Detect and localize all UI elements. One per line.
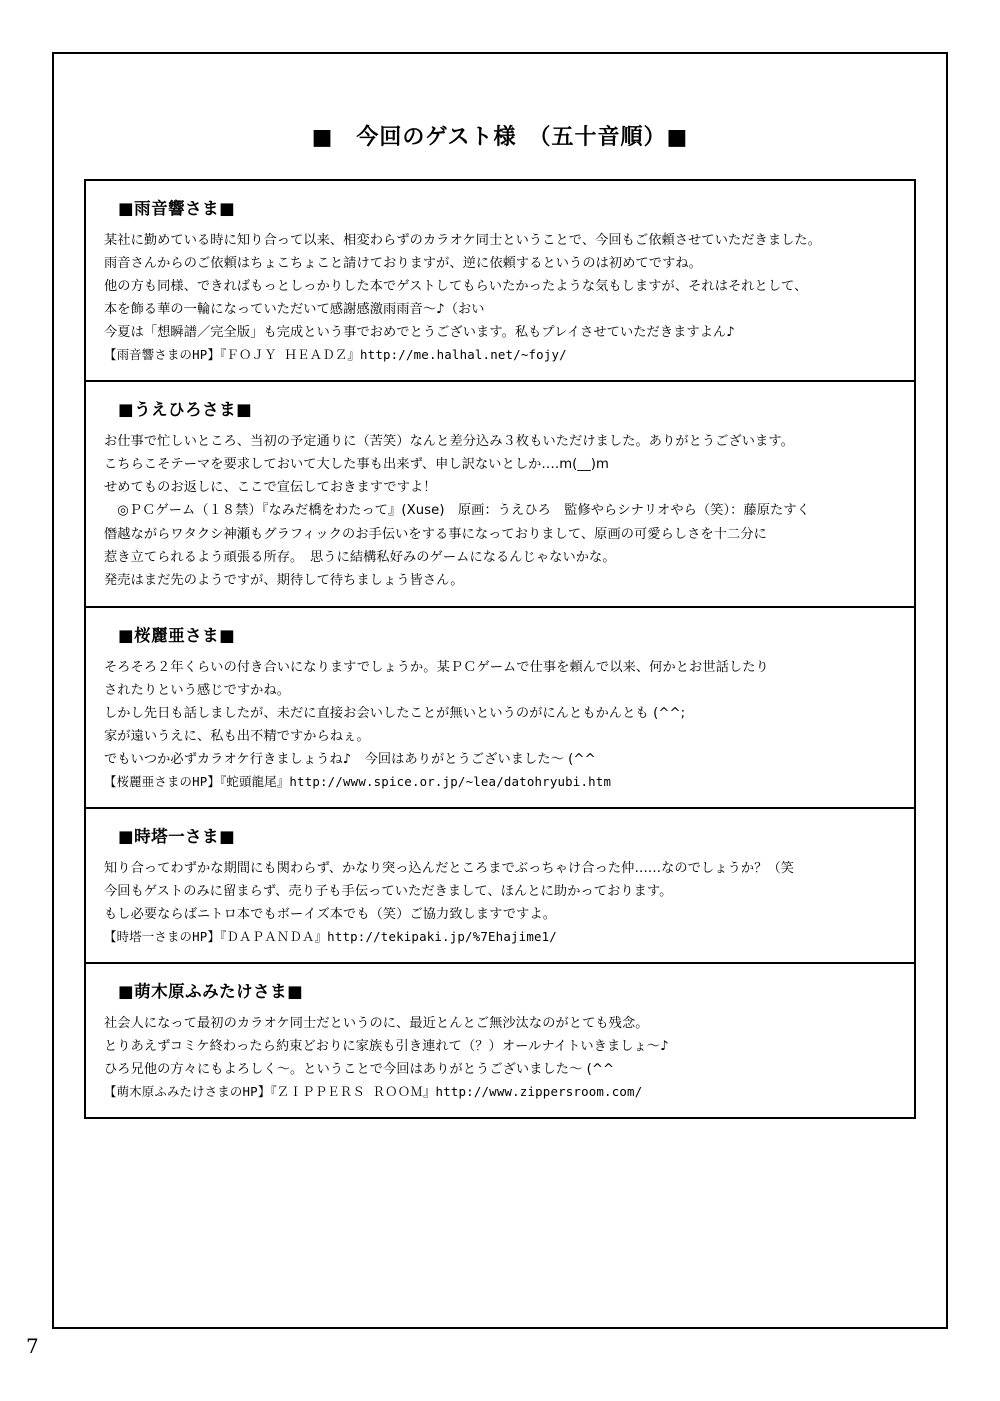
message-line: とりあえずコミケ終わったら約束どおりに家族も引き連れて（？）オールナイトいきましょ〜♪	[104, 1039, 669, 1055]
homepage-line: 【時塔一さまのHP】『ＤＡＰＡＮＤＡ』http://tekipaki.jp/%7Ehajime1/	[104, 929, 557, 945]
guest-entry	[86, 181, 914, 382]
message-line: こちらこそテーマを要求しておいて大した事も出来ず、申し訳ないとしか‥‥m(__)m	[104, 457, 610, 473]
guest-entry	[86, 608, 914, 809]
page-title: ■ 今回のゲスト様 （五十音順）■	[311, 125, 689, 150]
guest-name: ■うえひろさま■	[118, 400, 253, 420]
guest-message	[104, 656, 896, 793]
message-line: せめてものお返しに、ここで宣伝しておきますですよ！	[104, 480, 437, 496]
guest-list-table	[84, 179, 916, 1119]
message-line: 他の方も同様、できればもっとしっかりした本でゲストしてもらいたかったような気もしますが、それはそれとして、	[104, 279, 808, 295]
homepage-line: 【桜麗亜さまのHP】『蛇頭龍尾』http://www.spice.or.jp/~lea/datohryubi.htm	[104, 774, 612, 790]
message-line: 社会人になって最初のカラオケ同士だというのに、最近とんとご無沙汰なのがとても残念。	[104, 1015, 649, 1031]
message-line: 発売はまだ先のようですが、期待して待ちましょう皆さん。	[104, 572, 464, 588]
page-number: 7	[26, 1334, 39, 1358]
homepage-line: 【雨音響さまのHP】『ＦＯＪＹ ＨＥＡＤＺ』http://me.halhal.net/~fojy/	[104, 347, 567, 363]
guest-entry	[86, 382, 914, 608]
message-line: しかし先日も話しましたが、未だに直接お会いしたことが無いというのがにんともかんとも (^^;	[104, 706, 686, 722]
message-line: もし必要ならばニトロ本でもボーイズ本でも（笑）ご協力致しますですよ。	[104, 907, 557, 923]
guest-name: ■雨音響さま■	[118, 199, 236, 218]
guest-entry	[86, 964, 914, 1119]
guest-message	[104, 857, 896, 948]
message-line: されたりという感じですかね。	[104, 682, 291, 698]
message-line: お仕事で忙しいところ、当初の予定通りに（苦笑）なんと差分込み３枚もいただけました。ありがとうございます。	[104, 434, 794, 450]
message-line: ◎ＰＣゲーム（１８禁）『なみだ橋をわたって』(Xuse) 原画：うえひろ 監修やらシナリオやら（笑）：藤原たすく	[104, 503, 810, 519]
homepage-line: 【萌木原ふみたけさまのHP】『ＺＩＰＰＥＲＳ ＲＯＯＭ』http://www.zippersroom.com/	[104, 1084, 643, 1100]
guest-message	[104, 430, 896, 592]
message-line: 僭越ながらワタクシ神瀬もグラフィックのお手伝いをする事になっておりまして、原画の可愛らしさを十二分に	[104, 526, 767, 542]
message-line: 家が遠いうえに、私も出不精ですからねぇ。	[104, 729, 370, 745]
guest-name: ■萌木原ふみたけさま■	[118, 981, 304, 1001]
message-line: 今夏は「想瞬譜／完全版」も完成という事でおめでとうございます。私もプレイさせていただきますよん♪	[104, 325, 735, 341]
guest-message	[104, 1012, 896, 1103]
guest-name: ■桜麗亜さま■	[118, 625, 236, 645]
message-line: 今回もゲストのみに留まらず、売り子も手伝っていただきまして、ほんとに助かっております。	[104, 884, 673, 900]
message-line: 本を飾る華の一輪になっていただいて感謝感激雨雨音〜♪（おい	[104, 302, 485, 318]
message-line: 某社に勤めている時に知り合って以来、相変わらずのカラオケ同士ということで、今回もご依頼させていただきました。	[104, 233, 821, 248]
guest-name: ■時塔一さま■	[118, 827, 236, 846]
message-line: ひろ兄他の方々にもよろしく〜。ということで今回はありがとうございました〜 (^^	[104, 1062, 615, 1078]
message-line: そろそろ２年くらいの付き合いになりますでしょうか。某ＰＣゲームで仕事を頼んで以来、何かとお世話したり	[104, 659, 769, 675]
message-line: でもいつか必ずカラオケ行きましょうね♪ 今回はありがとうございました〜 (^^	[104, 752, 596, 768]
message-line: 知り合ってわずかな期間にも関わらず、かなり突っ込んだところまでぶっちゃけ合った仲‥‥‥なのでしょうか？（笑	[104, 861, 795, 876]
guest-entry	[86, 809, 914, 964]
guest-message	[104, 229, 896, 366]
message-line: 雨音さんからのご依頼はちょこちょこと請けておりますが、逆に依頼するというのは初めてですね。	[104, 256, 702, 272]
message-line: 惹き立てられるよう頑張る所存。 思うに結構私好みのゲームになるんじゃないかな。	[104, 549, 616, 565]
page-content	[84, 120, 916, 1119]
